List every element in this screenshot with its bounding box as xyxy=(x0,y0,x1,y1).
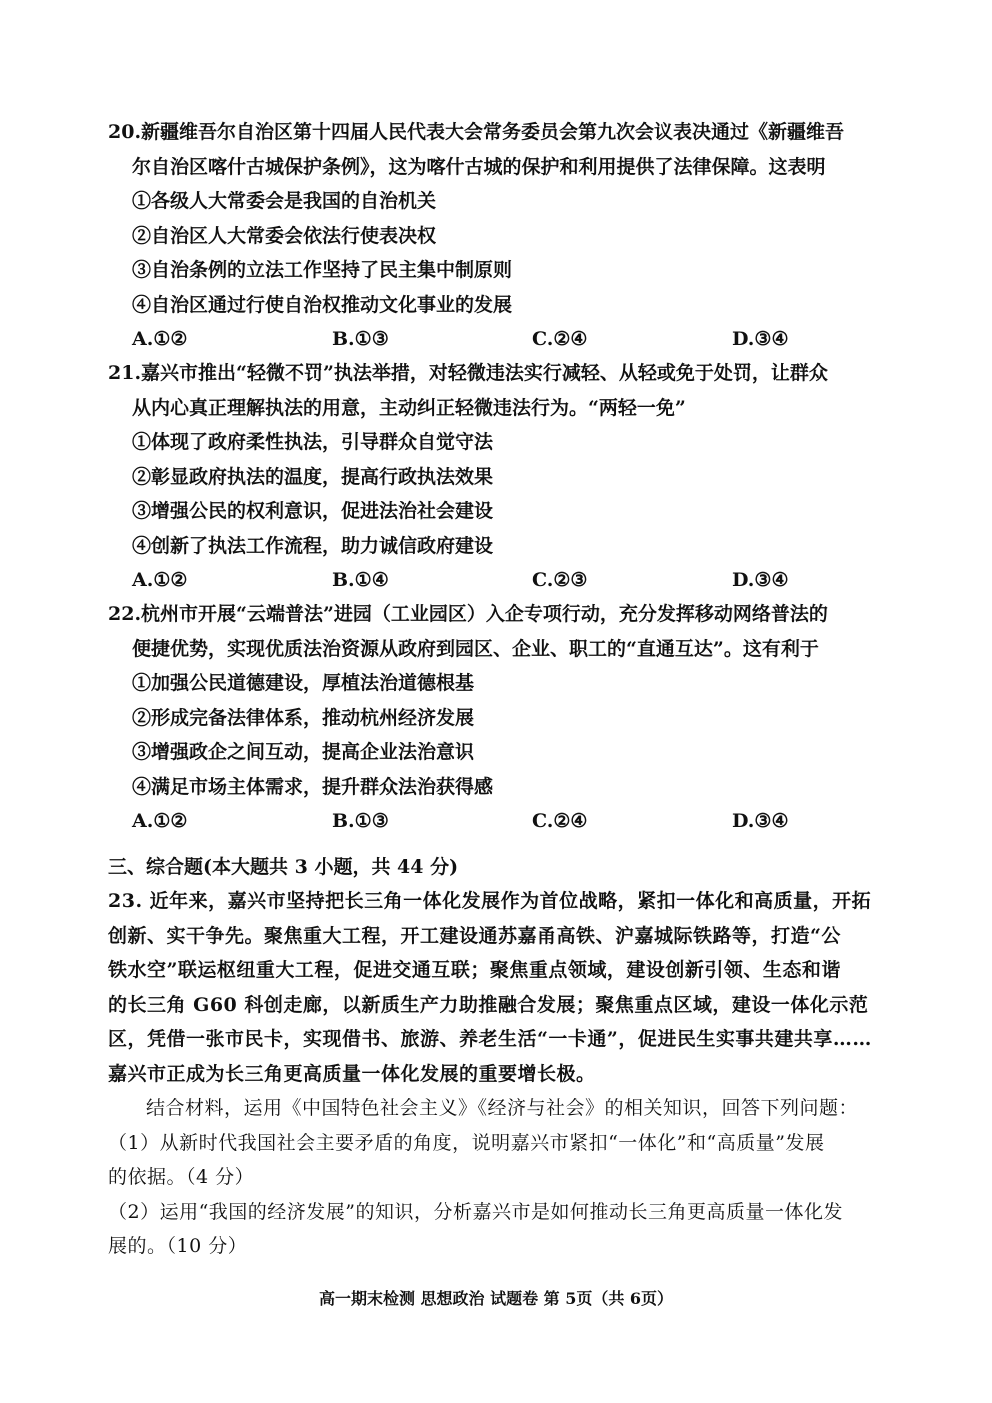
question-22-option-a: A.①② xyxy=(132,810,188,832)
question-20-stem-line-1: 20.新疆维吾尔自治区第十四届人民代表大会常务委员会第九次会议表决通过《新疆维吾 xyxy=(108,121,845,143)
question-23-sub2-line-2: 展的。（10 分） xyxy=(108,1235,248,1257)
question-22-option-c: C.②④ xyxy=(532,810,588,832)
question-20-item-3: ③自治条例的立法工作坚持了民主集中制原则 xyxy=(132,259,513,281)
question-21-option-a: A.①② xyxy=(132,569,188,591)
question-22-item-3: ③增强政企之间互动，提高企业法治意识 xyxy=(132,741,475,763)
question-22-item-4: ④满足市场主体需求，提升群众法治获得感 xyxy=(132,775,494,798)
question-21-option-b: B.①④ xyxy=(332,569,389,591)
question-21-item-3: ③增强公民的权利意识，促进法治社会建设 xyxy=(132,500,494,522)
question-20 xyxy=(108,115,888,357)
question-20-option-b: B.①③ xyxy=(332,328,389,350)
question-22-item-1: ①加强公民道德建设，厚植法治道德根基 xyxy=(132,672,475,694)
question-23-material-line-3: 铁水空”联运枢纽重大工程，促进交通互联；聚焦重点领域，建设创新引领、生态和谐 xyxy=(108,959,841,981)
question-23 xyxy=(108,884,886,1264)
question-20-item-4: ④自治区通过行使自治权推动文化事业的发展 xyxy=(132,293,513,316)
question-21-options xyxy=(108,563,888,598)
question-20-stem-line-2: 尔自治区喀什古城保护条例》，这为喀什古城的保护和利用提供了法律保障。这表明 xyxy=(132,155,826,178)
question-20-option-d: D.③④ xyxy=(732,328,789,350)
question-23-sub1-line-2: 的依据。（4 分） xyxy=(108,1166,255,1188)
page-footer: 高一期末检测 思想政治 试题卷 第 5页（共 6页） xyxy=(318,1289,674,1308)
question-21 xyxy=(108,356,888,598)
question-21-stem-line-2: 从内心真正理解执法的用意，主动纠正轻微违法行为。“两轻一免” xyxy=(132,396,686,419)
question-23-material-line-5: 区，凭借一张市民卡，实现借书、旅游、养老生活“一卡通”，促进民生实事共建共享…… xyxy=(108,1028,872,1050)
question-22-stem-line-2: 便捷优势，实现优质法治资源从政府到园区、企业、职工的“直通互达”。这有利于 xyxy=(132,637,819,660)
question-23-material-line-1: 23. 近年来，嘉兴市坚持把长三角一体化发展作为首位战略，紧扣一体化和高质量，开拓 xyxy=(108,890,872,912)
question-21-stem-line-1: 21.嘉兴市推出“轻微不罚”执法举措，对轻微违法实行减轻、从轻或免于处罚，让群众 xyxy=(108,362,828,384)
question-23-prompt: 结合材料，运用《中国特色社会主义》《经济与社会》的相关知识，回答下列问题： xyxy=(146,1097,859,1119)
question-21-item-4: ④创新了执法工作流程，助力诚信政府建设 xyxy=(132,534,494,557)
question-23-sub2-line-1: （2）运用“我国的经济发展”的知识，分析嘉兴市是如何推动长三角更高质量一体化发 xyxy=(108,1200,844,1223)
question-22-option-d: D.③④ xyxy=(732,810,789,832)
question-21-item-1: ①体现了政府柔性执法，引导群众自觉守法 xyxy=(132,431,494,453)
question-22 xyxy=(108,597,888,839)
question-20-option-a: A.①② xyxy=(132,328,188,350)
question-20-item-1: ①各级人大常委会是我国的自治机关 xyxy=(132,190,437,212)
question-20-item-2: ②自治区人大常委会依法行使表决权 xyxy=(132,224,437,247)
question-21-option-c: C.②③ xyxy=(532,569,588,591)
question-21-option-d: D.③④ xyxy=(732,569,789,591)
question-22-stem-line-1: 22.杭州市开展“云端普法”进园（工业园区）入企专项行动，充分发挥移动网络普法的 xyxy=(108,603,828,625)
question-20-options xyxy=(108,322,888,357)
question-23-sub1-line-1: （1）从新时代我国社会主要矛盾的角度，说明嘉兴市紧扣“一体化”和“高质量”发展 xyxy=(108,1131,825,1154)
question-23-material-line-6: 嘉兴市正成为长三角更高质量一体化发展的重要增长极。 xyxy=(108,1062,596,1085)
question-22-option-b: B.①③ xyxy=(332,810,389,832)
question-20-option-c: C.②④ xyxy=(532,328,588,350)
question-22-options xyxy=(108,804,888,839)
question-23-material-line-4: 的长三角 G60 科创走廊，以新质生产力助推融合发展；聚焦重点区域，建设一体化示范 xyxy=(108,993,869,1016)
section-3-title: 三、综合题(本大题共 3 小题，共 44 分) xyxy=(108,856,459,878)
question-21-item-2: ②彰显政府执法的温度，提高行政执法效果 xyxy=(132,465,494,488)
question-23-material-line-2: 创新、实干争先。聚焦重大工程，开工建设通苏嘉甬高铁、沪嘉城际铁路等，打造“公 xyxy=(108,924,841,947)
question-22-item-2: ②形成完备法律体系，推动杭州经济发展 xyxy=(132,706,475,729)
